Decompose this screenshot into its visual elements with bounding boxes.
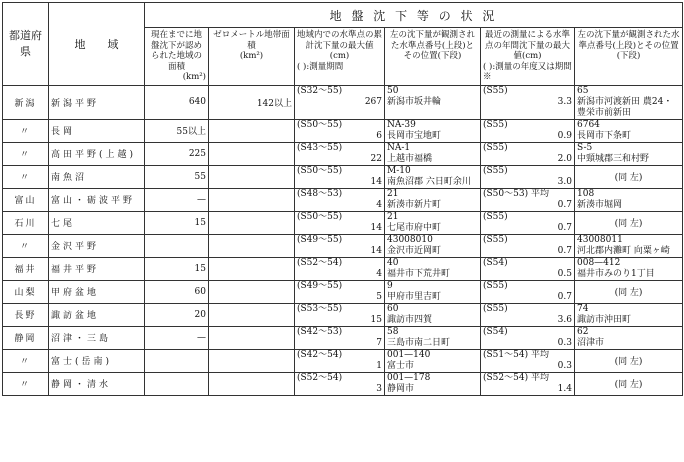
prefecture-cell: 新潟	[3, 85, 49, 119]
zero-meter-cell	[209, 257, 295, 280]
cumulative-location-cell	[385, 119, 481, 142]
table-row	[3, 85, 683, 119]
area-cell: 15	[145, 211, 209, 234]
annual-value: 0.7	[557, 291, 572, 302]
annual-period: (S52〜54) 平均	[483, 372, 549, 383]
annual-period: (S55)	[483, 85, 508, 96]
benchmark-location: 上越市福橋	[387, 153, 433, 164]
area-cell: 20	[145, 303, 209, 326]
annual-cell	[481, 85, 575, 119]
cumulative-period: (S53〜55)	[297, 303, 343, 314]
cumulative-location-cell	[385, 349, 481, 372]
cumulative-cell	[295, 372, 385, 395]
cumulative-value: 15	[370, 314, 382, 325]
cumulative-value: 4	[376, 199, 382, 210]
cumulative-period: (S32〜55)	[297, 85, 343, 96]
area-cell: —	[145, 188, 209, 211]
zero-meter-cell	[209, 303, 295, 326]
cumulative-value: 1	[376, 360, 382, 371]
area-cell	[145, 349, 209, 372]
benchmark-id: 008—412	[577, 257, 621, 268]
benchmark-location: 新潟市坂井輪	[387, 96, 442, 107]
region-cell: 南魚沼	[49, 165, 145, 188]
benchmark-id: S-5	[577, 142, 593, 153]
header-annual-location: 左の沈下量が観測された水準点番号(上段)とその位置(下段)	[575, 28, 683, 86]
table-row	[3, 142, 683, 165]
zero-meter-cell	[209, 280, 295, 303]
cumulative-period: (S50〜55)	[297, 211, 343, 222]
annual-value: 0.9	[557, 130, 572, 141]
region-cell: 七尾	[49, 211, 145, 234]
cumulative-period: (S42〜53)	[297, 326, 343, 337]
cumulative-period: (S49〜55)	[297, 280, 343, 291]
cumulative-value: 14	[370, 176, 382, 187]
region-cell: 新潟平野	[49, 85, 145, 119]
prefecture-cell: 〃	[3, 119, 49, 142]
cumulative-value: 22	[370, 153, 382, 164]
prefecture-cell: 山梨	[3, 280, 49, 303]
cumulative-location-cell	[385, 85, 481, 119]
annual-cell	[481, 257, 575, 280]
prefecture-cell: 静岡	[3, 326, 49, 349]
table-row	[3, 234, 683, 257]
benchmark-id: 62	[577, 326, 589, 337]
cumulative-cell	[295, 142, 385, 165]
benchmark-location: 諏訪市四賀	[387, 314, 433, 325]
benchmark-location: 静岡市	[387, 383, 415, 394]
region-cell: 長岡	[49, 119, 145, 142]
zero-meter-cell	[209, 142, 295, 165]
prefecture-cell: 〃	[3, 234, 49, 257]
cumulative-cell	[295, 349, 385, 372]
annual-period: (S55)	[483, 280, 508, 291]
cumulative-location-cell	[385, 188, 481, 211]
benchmark-location: 富士市	[387, 360, 415, 371]
cumulative-cell	[295, 188, 385, 211]
subsidence-table	[2, 2, 683, 396]
table-row	[3, 349, 683, 372]
benchmark-location: 沼津市	[577, 337, 605, 348]
cumulative-period: (S49〜55)	[297, 234, 343, 245]
cumulative-cell	[295, 211, 385, 234]
annual-value: 0.7	[557, 245, 572, 256]
table-row	[3, 372, 683, 395]
prefecture-cell: 〃	[3, 142, 49, 165]
annual-location-cell: (同 左)	[575, 372, 683, 395]
cumulative-location-cell	[385, 303, 481, 326]
prefecture-cell: 〃	[3, 372, 49, 395]
benchmark-id: 21	[387, 211, 399, 222]
annual-location-cell	[575, 257, 683, 280]
cumulative-value: 5	[376, 291, 382, 302]
table-row	[3, 165, 683, 188]
annual-value: 0.5	[557, 268, 572, 279]
annual-value: 0.3	[557, 360, 572, 371]
benchmark-id: 43008011	[577, 234, 623, 245]
cumulative-cell	[295, 280, 385, 303]
cumulative-cell	[295, 165, 385, 188]
benchmark-id: 74	[577, 303, 589, 314]
benchmark-id: 001—178	[387, 372, 431, 383]
header-prefecture: 都道府県	[3, 3, 49, 86]
annual-cell	[481, 326, 575, 349]
annual-location-cell	[575, 188, 683, 211]
benchmark-location: 甲府市里吉町	[387, 291, 442, 302]
annual-period: (S55)	[483, 211, 508, 222]
prefecture-cell: 石川	[3, 211, 49, 234]
annual-value: 0.7	[557, 222, 572, 233]
region-cell: 富山・砺波平野	[49, 188, 145, 211]
annual-value: 2.0	[557, 153, 572, 164]
table-row	[3, 119, 683, 142]
zero-meter-cell	[209, 165, 295, 188]
benchmark-id: 21	[387, 188, 399, 199]
cumulative-period: (S50〜55)	[297, 119, 343, 130]
annual-period: (S55)	[483, 234, 508, 245]
benchmark-location: 諏訪市沖田町	[577, 314, 632, 325]
cumulative-cell	[295, 326, 385, 349]
table-row	[3, 326, 683, 349]
cumulative-period: (S50〜55)	[297, 165, 343, 176]
table-row	[3, 188, 683, 211]
annual-cell	[481, 165, 575, 188]
area-cell	[145, 234, 209, 257]
header-annual: 最近の測量による水準点の年間沈下量の最大値(cm) ( ):測量の年度又は期間※	[481, 28, 575, 86]
annual-period: (S55)	[483, 303, 508, 314]
zero-meter-cell	[209, 188, 295, 211]
cumulative-cell	[295, 303, 385, 326]
annual-period: (S55)	[483, 119, 508, 130]
cumulative-location-cell	[385, 165, 481, 188]
benchmark-location: 新潟市河渡新田 農24・豊栄市前新田	[577, 96, 673, 118]
cumulative-location-cell	[385, 372, 481, 395]
cumulative-value: 4	[376, 268, 382, 279]
annual-cell	[481, 211, 575, 234]
area-cell: 640	[145, 85, 209, 119]
annual-value: 0.3	[557, 337, 572, 348]
cumulative-cell	[295, 234, 385, 257]
cumulative-period: (S52〜54)	[297, 257, 343, 268]
cumulative-cell	[295, 257, 385, 280]
benchmark-id: 65	[577, 85, 589, 96]
benchmark-id: NA-39	[387, 119, 416, 130]
annual-cell	[481, 119, 575, 142]
cumulative-location-cell	[385, 326, 481, 349]
zero-meter-cell	[209, 119, 295, 142]
annual-value: 1.4	[557, 383, 572, 394]
zero-meter-cell	[209, 211, 295, 234]
prefecture-cell: 長野	[3, 303, 49, 326]
benchmark-location: 南魚沼郡 六日町余川	[387, 176, 471, 187]
zero-meter-cell	[209, 234, 295, 257]
zero-meter-cell	[209, 349, 295, 372]
annual-value: 3.0	[557, 176, 572, 187]
annual-cell	[481, 234, 575, 257]
benchmark-id: NA-1	[387, 142, 411, 153]
cumulative-value: 7	[376, 337, 382, 348]
annual-period: (S51〜54) 平均	[483, 349, 549, 360]
area-cell: 60	[145, 280, 209, 303]
area-cell: —	[145, 326, 209, 349]
benchmark-id: 40	[387, 257, 399, 268]
cumulative-cell	[295, 119, 385, 142]
annual-location-cell: (同 左)	[575, 211, 683, 234]
area-cell: 15	[145, 257, 209, 280]
area-cell: 225	[145, 142, 209, 165]
benchmark-location: 福井市みのり1丁目	[577, 268, 655, 279]
benchmark-id: 108	[577, 188, 595, 199]
benchmark-location: 三島市南二日町	[387, 337, 451, 348]
cumulative-period: (S43〜55)	[297, 142, 343, 153]
prefecture-cell: 〃	[3, 349, 49, 372]
annual-cell	[481, 372, 575, 395]
region-cell: 諏訪盆地	[49, 303, 145, 326]
region-cell: 富士(岳南)	[49, 349, 145, 372]
table-row	[3, 280, 683, 303]
annual-cell	[481, 188, 575, 211]
area-cell	[145, 372, 209, 395]
annual-location-cell	[575, 303, 683, 326]
benchmark-location: 新湊市堀岡	[577, 199, 623, 210]
annual-location-cell: (同 左)	[575, 349, 683, 372]
table-row	[3, 211, 683, 234]
benchmark-id: M-10	[387, 165, 411, 176]
cumulative-value: 6	[376, 130, 382, 141]
annual-location-cell	[575, 85, 683, 119]
annual-period: (S54)	[483, 257, 508, 268]
header-cumulative-location: 左の沈下量が観測された水準点番号(上段)とその位置(下段)	[385, 28, 481, 86]
cumulative-location-cell	[385, 234, 481, 257]
benchmark-id: 50	[387, 85, 399, 96]
zero-meter-cell	[209, 372, 295, 395]
area-cell: 55以上	[145, 119, 209, 142]
annual-value: 0.7	[557, 199, 572, 210]
annual-period: (S55)	[483, 165, 508, 176]
cumulative-value: 14	[370, 222, 382, 233]
zero-meter-cell: 142以上	[209, 85, 295, 119]
benchmark-location: 長岡市下条町	[577, 130, 632, 141]
annual-location-cell: (同 左)	[575, 280, 683, 303]
prefecture-cell: 福井	[3, 257, 49, 280]
annual-cell	[481, 303, 575, 326]
annual-period: (S50〜53) 平均	[483, 188, 549, 199]
cumulative-value: 3	[376, 383, 382, 394]
annual-location-cell	[575, 326, 683, 349]
cumulative-value: 14	[370, 245, 382, 256]
annual-location-cell	[575, 119, 683, 142]
benchmark-location: 中頸城郡三和村野	[577, 153, 650, 164]
annual-value: 3.6	[557, 314, 572, 325]
annual-cell	[481, 349, 575, 372]
benchmark-location: 河北郡内灘町 向粟ヶ崎	[577, 245, 670, 256]
cumulative-period: (S48〜53)	[297, 188, 343, 199]
region-cell: 高田平野(上越)	[49, 142, 145, 165]
header-region: 地 域	[49, 3, 145, 86]
annual-period: (S54)	[483, 326, 508, 337]
benchmark-location: 福井市下荒井町	[387, 268, 451, 279]
annual-location-cell	[575, 234, 683, 257]
benchmark-id: 6764	[577, 119, 600, 130]
region-cell: 沼津・三島	[49, 326, 145, 349]
benchmark-id: 43008010	[387, 234, 433, 245]
cumulative-location-cell	[385, 257, 481, 280]
cumulative-location-cell	[385, 280, 481, 303]
benchmark-location: 七尾市府中町	[387, 222, 442, 233]
region-cell: 福井平野	[49, 257, 145, 280]
benchmark-location: 新湊市新片町	[387, 199, 442, 210]
prefecture-cell: 〃	[3, 165, 49, 188]
benchmark-location: 金沢市近岡町	[387, 245, 442, 256]
header-title: 地 盤 沈 下 等 の 状 況	[145, 3, 683, 28]
benchmark-id: 58	[387, 326, 399, 337]
region-cell: 甲府盆地	[49, 280, 145, 303]
annual-location-cell: (同 左)	[575, 165, 683, 188]
cumulative-location-cell	[385, 211, 481, 234]
annual-cell	[481, 142, 575, 165]
region-cell: 金沢平野	[49, 234, 145, 257]
annual-value: 3.3	[557, 96, 572, 107]
table-row	[3, 257, 683, 280]
cumulative-value: 267	[364, 96, 382, 107]
header-zero-meter: ゼロメートル地帯面積 (km²)	[209, 28, 295, 86]
header-area: 現在までに地盤沈下が認められた地域の面積 (km²)	[145, 28, 209, 86]
benchmark-location: 長岡市宝地町	[387, 130, 442, 141]
cumulative-period: (S52〜54)	[297, 372, 343, 383]
benchmark-id: 9	[387, 280, 393, 291]
benchmark-id: 60	[387, 303, 399, 314]
cumulative-cell	[295, 85, 385, 119]
annual-cell	[481, 280, 575, 303]
cumulative-period: (S42〜54)	[297, 349, 343, 360]
region-cell: 静岡・清水	[49, 372, 145, 395]
prefecture-cell: 富山	[3, 188, 49, 211]
benchmark-id: 001—140	[387, 349, 431, 360]
table-row	[3, 303, 683, 326]
area-cell: 55	[145, 165, 209, 188]
cumulative-location-cell	[385, 142, 481, 165]
annual-period: (S55)	[483, 142, 508, 153]
header-cumulative: 地域内での水準点の累計沈下量の最大値(cm) ( ):測量期間	[295, 28, 385, 86]
zero-meter-cell	[209, 326, 295, 349]
annual-location-cell	[575, 142, 683, 165]
